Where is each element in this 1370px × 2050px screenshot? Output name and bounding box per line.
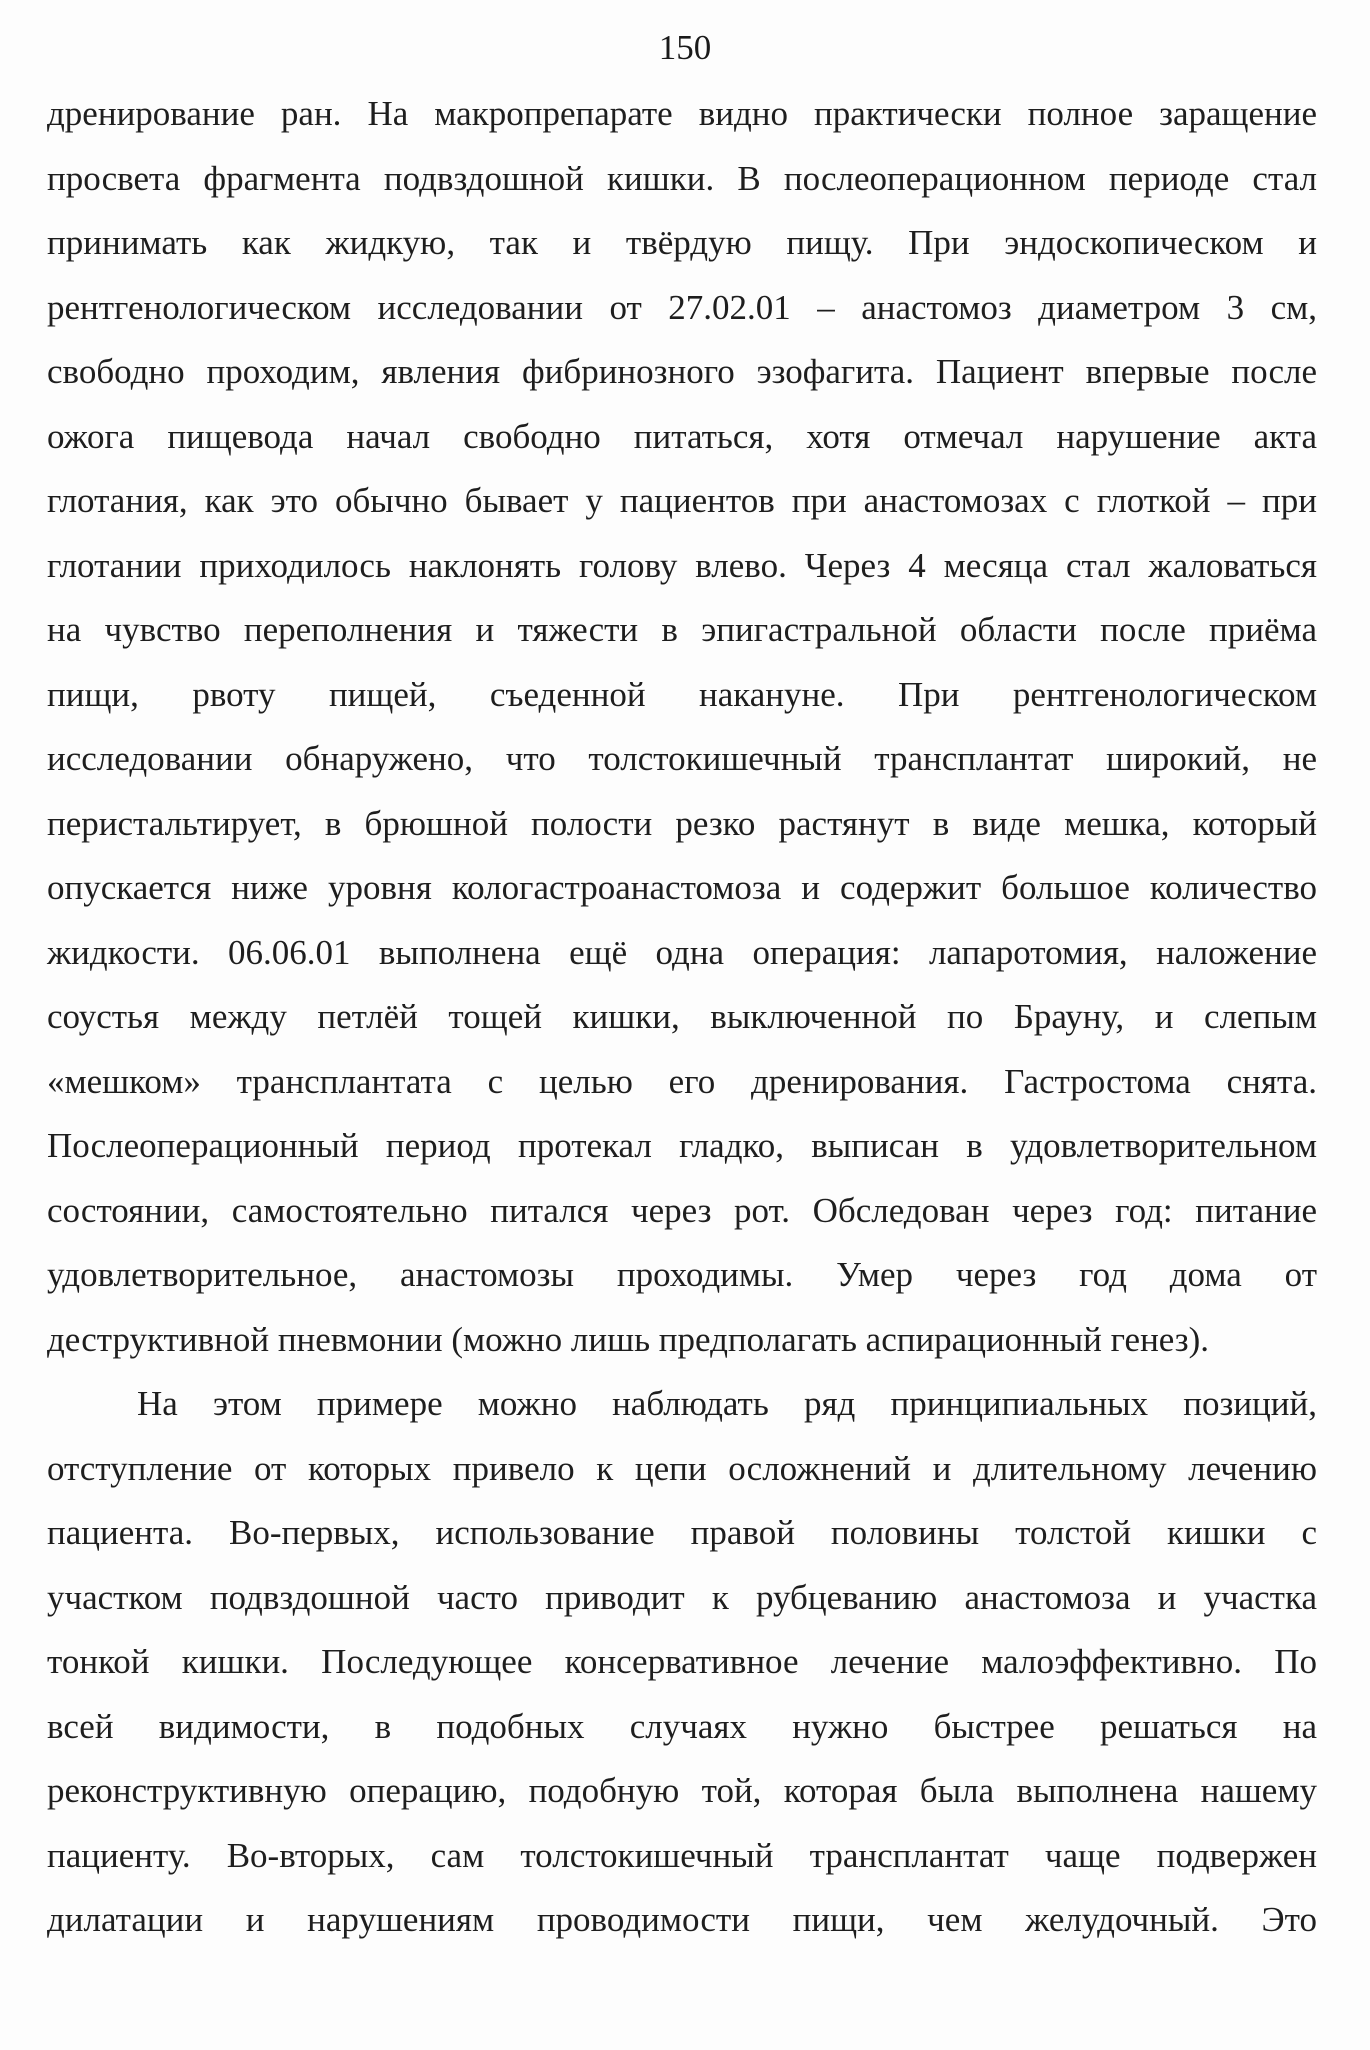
text-line: глотания, как это обычно бывает у пациентов при анастомозах с глоткой – при bbox=[47, 481, 1317, 520]
text-line: всей видимости, в подобных случаях нужно быстрее решаться на bbox=[47, 1706, 1317, 1746]
text-line: реконструктивную операцию, подобную той, которая была выполнена нашему bbox=[47, 1771, 1317, 1810]
text-line: свободно проходим, явления фибринозного эзофагита. Пациент впервые после bbox=[47, 352, 1317, 391]
text-line: удовлетворительное, анастомозы проходимы. Умер через год дома от bbox=[47, 1255, 1317, 1294]
text-line: рентгенологическом исследовании от 27.02.01 – анастомоз диаметром 3 см, bbox=[47, 287, 1317, 327]
text-line: соустья между петлёй тощей кишки, выключенной по Брауну, и слепым bbox=[47, 997, 1317, 1036]
text-line: дилатации и нарушениям проводимости пищи, чем желудочный. Это bbox=[47, 1900, 1317, 1939]
text-line: пациенту. Во-вторых, сам толстокишечный трансплантат чаще подвержен bbox=[47, 1835, 1317, 1875]
text-line: участком подвздошной часто приводит к рубцеванию анастомоза и участка bbox=[47, 1577, 1317, 1617]
text-line: пациента. Во-первых, использование правой половины толстой кишки с bbox=[47, 1513, 1317, 1552]
body-text bbox=[47, 82, 1317, 1953]
paragraph-1 bbox=[47, 82, 1317, 1372]
text-line: исследовании обнаружено, что толстокишечный трансплантат широкий, не bbox=[47, 739, 1317, 778]
text-line: тонкой кишки. Последующее консервативное лечение малоэффективно. По bbox=[47, 1642, 1317, 1681]
text-line: дренирование ран. На макропрепарате видно практически полное заращение bbox=[47, 94, 1317, 133]
text-line: отступление от которых привело к цепи осложнений и длительному лечению bbox=[47, 1448, 1317, 1488]
text-line: просвета фрагмента подвздошной кишки. В послеоперационном периоде стал bbox=[47, 158, 1317, 198]
text-line: пищи, рвоту пищей, съеденной накануне. При рентгенологическом bbox=[47, 674, 1317, 714]
text-line: принимать как жидкую, так и твёрдую пищу. При эндоскопическом и bbox=[47, 223, 1317, 262]
paragraph-2 bbox=[47, 1372, 1317, 1953]
text-line: состоянии, самостоятельно питался через рот. Обследован через год: питание bbox=[47, 1190, 1317, 1230]
text-line: опускается ниже уровня кологастроанастомоза и содержит большое количество bbox=[47, 868, 1317, 907]
text-line: перистальтирует, в брюшной полости резко растянут в виде мешка, который bbox=[47, 803, 1317, 843]
text-line: На этом примере можно наблюдать ряд принципиальных позиций, bbox=[137, 1384, 1317, 1423]
text-line: на чувство переполнения и тяжести в эпигастральной области после приёма bbox=[47, 610, 1317, 649]
page-number: 150 bbox=[658, 28, 712, 67]
text-line: «мешком» трансплантата с целью его дренирования. Гастростома снята. bbox=[47, 1061, 1317, 1101]
text-line: Послеоперационный период протекал гладко, выписан в удовлетворительном bbox=[47, 1126, 1317, 1165]
text-line: деструктивной пневмонии (можно лишь предполагать аспирационный генез). bbox=[47, 1319, 1209, 1359]
text-line: жидкости. 06.06.01 выполнена ещё одна операция: лапаротомия, наложение bbox=[47, 932, 1317, 972]
text-line: глотании приходилось наклонять голову влево. Через 4 месяца стал жаловаться bbox=[47, 545, 1317, 585]
text-line: ожога пищевода начал свободно питаться, хотя отмечал нарушение акта bbox=[47, 416, 1317, 456]
